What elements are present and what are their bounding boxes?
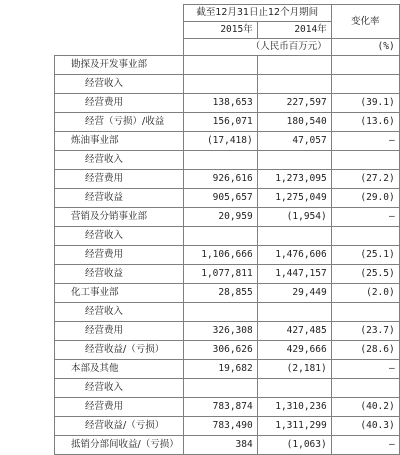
change-rate: (25.5) bbox=[331, 265, 399, 284]
value-2014: 1,275,049 bbox=[257, 189, 331, 208]
value-2014 bbox=[257, 56, 331, 75]
table-row bbox=[55, 360, 400, 379]
header-blank bbox=[55, 39, 184, 56]
row-label: 经营费用 bbox=[55, 322, 184, 341]
table-row bbox=[55, 284, 400, 303]
header-year-2014: 2014年 bbox=[257, 22, 331, 39]
value-2014: 429,666 bbox=[257, 341, 331, 360]
table-row bbox=[55, 75, 400, 94]
value-2015 bbox=[183, 151, 257, 170]
value-2014: 1,311,299 bbox=[257, 417, 331, 436]
row-label: 经营收入 bbox=[55, 303, 184, 322]
value-2015: 783,874 bbox=[183, 398, 257, 417]
value-2015: 19,682 bbox=[183, 360, 257, 379]
value-2015: 306,626 bbox=[183, 341, 257, 360]
row-label: 抵销分部间收益/（亏损） bbox=[55, 436, 184, 455]
change-rate bbox=[331, 379, 399, 398]
row-label: 经营收益/（亏损） bbox=[55, 341, 184, 360]
row-label: 经营费用 bbox=[55, 246, 184, 265]
change-rate: – bbox=[331, 132, 399, 151]
change-rate: (23.7) bbox=[331, 322, 399, 341]
value-2014: 1,476,606 bbox=[257, 246, 331, 265]
value-2015: 20,959 bbox=[183, 208, 257, 227]
value-2015: 384 bbox=[183, 436, 257, 455]
change-rate: – bbox=[331, 360, 399, 379]
row-label: 勘探及开发事业部 bbox=[55, 56, 184, 75]
change-rate: (39.1) bbox=[331, 94, 399, 113]
change-rate: (40.2) bbox=[331, 398, 399, 417]
row-label: 经营收益 bbox=[55, 189, 184, 208]
row-label: 经营收入 bbox=[55, 75, 184, 94]
row-label: 化工事业部 bbox=[55, 284, 184, 303]
value-2015: 326,308 bbox=[183, 322, 257, 341]
change-rate: (40.3) bbox=[331, 417, 399, 436]
table-row bbox=[55, 322, 400, 341]
row-label: 经营收益/（亏损） bbox=[55, 417, 184, 436]
table-row bbox=[55, 436, 400, 455]
row-label: 炼油事业部 bbox=[55, 132, 184, 151]
row-label: 经营收益 bbox=[55, 265, 184, 284]
value-2015 bbox=[183, 56, 257, 75]
table-row bbox=[55, 170, 400, 189]
value-2014 bbox=[257, 379, 331, 398]
header-pct: (%) bbox=[331, 39, 399, 56]
table-row bbox=[55, 208, 400, 227]
table-row bbox=[55, 189, 400, 208]
table-row bbox=[55, 94, 400, 113]
value-2014: 1,273,095 bbox=[257, 170, 331, 189]
value-2015 bbox=[183, 227, 257, 246]
value-2014: (1,954) bbox=[257, 208, 331, 227]
value-2015: 1,077,811 bbox=[183, 265, 257, 284]
change-rate: (13.6) bbox=[331, 113, 399, 132]
header-change: 变化率 bbox=[331, 5, 399, 39]
change-rate bbox=[331, 227, 399, 246]
change-rate bbox=[331, 56, 399, 75]
value-2014: (1,063) bbox=[257, 436, 331, 455]
financial-table bbox=[54, 4, 400, 455]
value-2014: 47,057 bbox=[257, 132, 331, 151]
header-blank bbox=[55, 22, 184, 39]
table-row bbox=[55, 417, 400, 436]
table-row bbox=[55, 56, 400, 75]
value-2014 bbox=[257, 75, 331, 94]
value-2015: 783,490 bbox=[183, 417, 257, 436]
value-2014: 180,540 bbox=[257, 113, 331, 132]
value-2014: 227,597 bbox=[257, 94, 331, 113]
table-row bbox=[55, 303, 400, 322]
value-2015: 28,855 bbox=[183, 284, 257, 303]
row-label: 经营费用 bbox=[55, 398, 184, 417]
table-row bbox=[55, 246, 400, 265]
change-rate: (2.0) bbox=[331, 284, 399, 303]
header-unit: （人民币百万元） bbox=[183, 39, 331, 56]
row-label: 本部及其他 bbox=[55, 360, 184, 379]
row-label: 经营（亏损）/收益 bbox=[55, 113, 184, 132]
value-2015: 156,071 bbox=[183, 113, 257, 132]
value-2015 bbox=[183, 379, 257, 398]
value-2014: (2,181) bbox=[257, 360, 331, 379]
change-rate bbox=[331, 303, 399, 322]
value-2015: 1,106,666 bbox=[183, 246, 257, 265]
value-2014 bbox=[257, 227, 331, 246]
header-blank bbox=[55, 5, 184, 22]
table-row bbox=[55, 341, 400, 360]
change-rate bbox=[331, 75, 399, 94]
row-label: 经营收入 bbox=[55, 379, 184, 398]
change-rate: (27.2) bbox=[331, 170, 399, 189]
change-rate: – bbox=[331, 208, 399, 227]
value-2014 bbox=[257, 303, 331, 322]
change-rate: (25.1) bbox=[331, 246, 399, 265]
header-row-3 bbox=[55, 39, 400, 56]
value-2015 bbox=[183, 75, 257, 94]
table-row bbox=[55, 227, 400, 246]
value-2014: 1,447,157 bbox=[257, 265, 331, 284]
header-row-1 bbox=[55, 5, 400, 22]
change-rate: – bbox=[331, 436, 399, 455]
value-2015: 905,657 bbox=[183, 189, 257, 208]
table-row bbox=[55, 379, 400, 398]
table-row bbox=[55, 132, 400, 151]
value-2015: (17,418) bbox=[183, 132, 257, 151]
table-row bbox=[55, 151, 400, 170]
table-row bbox=[55, 113, 400, 132]
value-2015 bbox=[183, 303, 257, 322]
value-2014: 427,485 bbox=[257, 322, 331, 341]
header-period: 截至12月31日止12个月期间 bbox=[183, 5, 331, 22]
value-2015: 926,616 bbox=[183, 170, 257, 189]
value-2014: 29,449 bbox=[257, 284, 331, 303]
change-rate: (28.6) bbox=[331, 341, 399, 360]
row-label: 经营费用 bbox=[55, 170, 184, 189]
change-rate: (29.0) bbox=[331, 189, 399, 208]
table-row bbox=[55, 265, 400, 284]
row-label: 经营费用 bbox=[55, 94, 184, 113]
row-label: 经营收入 bbox=[55, 151, 184, 170]
table-row bbox=[55, 398, 400, 417]
value-2014: 1,310,236 bbox=[257, 398, 331, 417]
row-label: 经营收入 bbox=[55, 227, 184, 246]
header-year-2015: 2015年 bbox=[183, 22, 257, 39]
row-label: 营销及分销事业部 bbox=[55, 208, 184, 227]
change-rate bbox=[331, 151, 399, 170]
value-2015: 138,653 bbox=[183, 94, 257, 113]
value-2014 bbox=[257, 151, 331, 170]
